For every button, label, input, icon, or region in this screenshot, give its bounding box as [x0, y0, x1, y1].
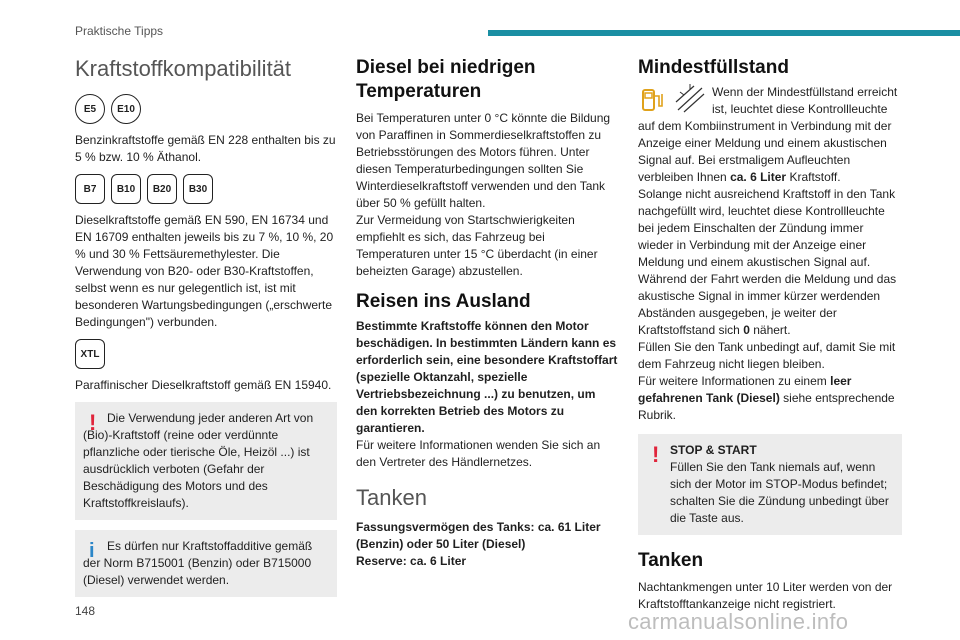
column-diesel-travel: [356, 56, 618, 570]
section-title-min-level: Mindestfüllstand: [638, 57, 789, 78]
page-number: 148: [75, 604, 96, 618]
badge-b30-icon: B30: [183, 174, 213, 204]
info-text: Es dürfen nur Kraftstoffadditive gemäß der Norm B715001 (Benzin) oder B715000 (Diesel) verwendet werden.: [83, 539, 313, 587]
more-info-bold: leer gefahrenen Tank (Diesel): [638, 374, 852, 405]
xtl-text: Paraffinischer Dieselkraftstoff gemäß EN 15940.: [75, 378, 332, 392]
diesel-text: Dieselkraftstoffe gemäß EN 590, EN 16734 und EN 16709 enthalten jeweils bis zu 7 %, 10 %, 20 % und 30 % Fettsäuremethylester. Die Verwendung von B20- oder B30-Kraftstoffen, selbst wenn es nur gelegentlich ist, ist mit besonderen Wartungsbedingungen („erschwerte Bedingungen") verbunden.: [75, 213, 334, 329]
badge-e5-icon: E5: [75, 94, 105, 124]
badge-b20-icon: B20: [147, 174, 177, 204]
travel-warning-text: Bestimmte Kraftstoffe können den Motor beschädigen. In bestimmten Ländern kann es erforderlich sein, eine besondere Kraftstoffart (spezielle Oktanzahl, spezielle Vertriebsbezeichnung ...) zu benutzen, um den korrekten Betrieb des Motors zu garantieren.: [356, 319, 618, 435]
warning-note: [75, 402, 337, 520]
column-min-level: [638, 56, 902, 613]
min-level-repeat-end: nähert.: [753, 323, 791, 337]
dashboard-light-icon: [674, 84, 706, 114]
header-section-title: Praktische Tipps: [75, 24, 164, 38]
fuel-pump-icon: [640, 86, 666, 114]
info-note: [75, 530, 337, 597]
diesel-garage-text: Zur Vermeidung von Startschwierigkeiten empfiehlt es sich, das Fahrzeug bei Temperaturen unter 15 °C überdacht (in einer beheizten Garage) abzustellen.: [356, 213, 598, 278]
min-level-intro-end: Kraftstoff.: [789, 170, 841, 184]
travel-info-text: Für weitere Informationen wenden Sie sich an den Vertreter des Händlernetzes.: [356, 438, 601, 469]
warning-text: Die Verwendung jeder anderen Art von (Bio)-Kraftstoff (reine oder verdünnte pflanzliche oder tierische Öle, Heizöl ...) ist ausdrücklich verboten (Gefahr der Beschädigung des Motors und des Kraftstoffkreislaufs).: [83, 411, 314, 510]
tank-capacity-text: Fassungsvermögen des Tanks: ca. 61 Liter (Benzin) oder 50 Liter (Diesel): [356, 520, 601, 551]
min-level-block: [638, 84, 902, 186]
column-fuel-compatibility: [75, 56, 337, 597]
badge-b7-icon: B7: [75, 174, 105, 204]
min-level-repeat-text: [638, 186, 902, 339]
refuel-note-text: Nachtankmengen unter 10 Liter werden von der Kraftstofftankanzeige nicht registriert.: [638, 580, 893, 611]
more-info-end: siehe entsprechende Rubrik.: [638, 391, 895, 422]
badge-xtl-icon: XTL: [75, 339, 105, 369]
stop-start-title: STOP & START: [670, 443, 757, 457]
min-level-repeat-bold: 0: [743, 323, 750, 337]
header-accent-bar: [488, 30, 960, 36]
fuel-warning-icons: [638, 84, 712, 116]
section-title-refuel: Tanken: [356, 485, 427, 510]
petrol-badges: [75, 94, 337, 124]
more-info-start: Für weitere Informationen zu einem: [638, 374, 827, 388]
warning-icon: !: [652, 442, 660, 467]
min-level-intro: Wenn der Mindestfüllstand erreicht ist, leuchtet diese Kontrollleuchte auf dem Kombiinstrument in Verbindung mit der Anzeige einer Meldung und einem akustischen Signal auf. Bei erstmaligem Aufleuchten verbleiben Ihnen: [638, 85, 898, 184]
petrol-text: Benzinkraftstoffe gemäß EN 228 enthalten bis zu 5 % bzw. 10 % Äthanol.: [75, 133, 336, 164]
stop-start-text: Füllen Sie den Tank niemals auf, wenn sich der Motor im STOP-Modus befindet; schalten Sie die Zündung unbedingt über die Taste aus.: [670, 460, 889, 525]
min-level-fill-text: Füllen Sie den Tank unbedingt auf, damit Sie mit dem Fahrzeug nicht liegen bleiben.: [638, 340, 896, 371]
tank-reserve-text: Reserve: ca. 6 Liter: [356, 554, 467, 568]
xtl-badges: [75, 339, 337, 369]
section-title-travel-abroad: Reisen ins Ausland: [356, 291, 531, 312]
badge-b10-icon: B10: [111, 174, 141, 204]
section-title-diesel-low-temp: Diesel bei niedrigen Temperaturen: [356, 57, 536, 102]
min-level-repeat: Solange nicht ausreichend Kraftstoff in den Tank nachgefüllt wird, leuchtet diese Kontrollleuchte bei jedem Einschalten der Zündung immer wieder in Verbindung mit der Anzeige einer Meldung und einem akustischen Signal auf. Während der Fahrt werden die Meldung und das akustische Signal in immer kürzer werdenden Abständen ausgegeben, je weiter der Kraftstoffstand sich: [638, 187, 897, 337]
watermark: carmanualsonline.info: [628, 609, 849, 634]
section-title-fuel-compatibility: Kraftstoffkompatibilität: [75, 56, 292, 81]
warning-icon: !: [89, 410, 97, 435]
badge-e10-icon: E10: [111, 94, 141, 124]
min-level-intro-bold: ca. 6 Liter: [730, 170, 787, 184]
diesel-badges: [75, 174, 337, 204]
section-title-refuel-2: Tanken: [638, 550, 704, 571]
info-icon: i: [89, 540, 95, 562]
stop-start-warning: [638, 434, 902, 535]
diesel-low-temp-text: Bei Temperaturen unter 0 °C könnte die Bildung von Paraffinen in Sommerdieselkraftstoffen zu Betriebsstörungen des Motors führen. Unter diesen Temperaturbedingungen sollten Sie Winterdieselkraftstoff verwenden und den Tank über 50 % gefüllt halten.: [356, 111, 611, 210]
min-level-more-info: [638, 373, 902, 424]
